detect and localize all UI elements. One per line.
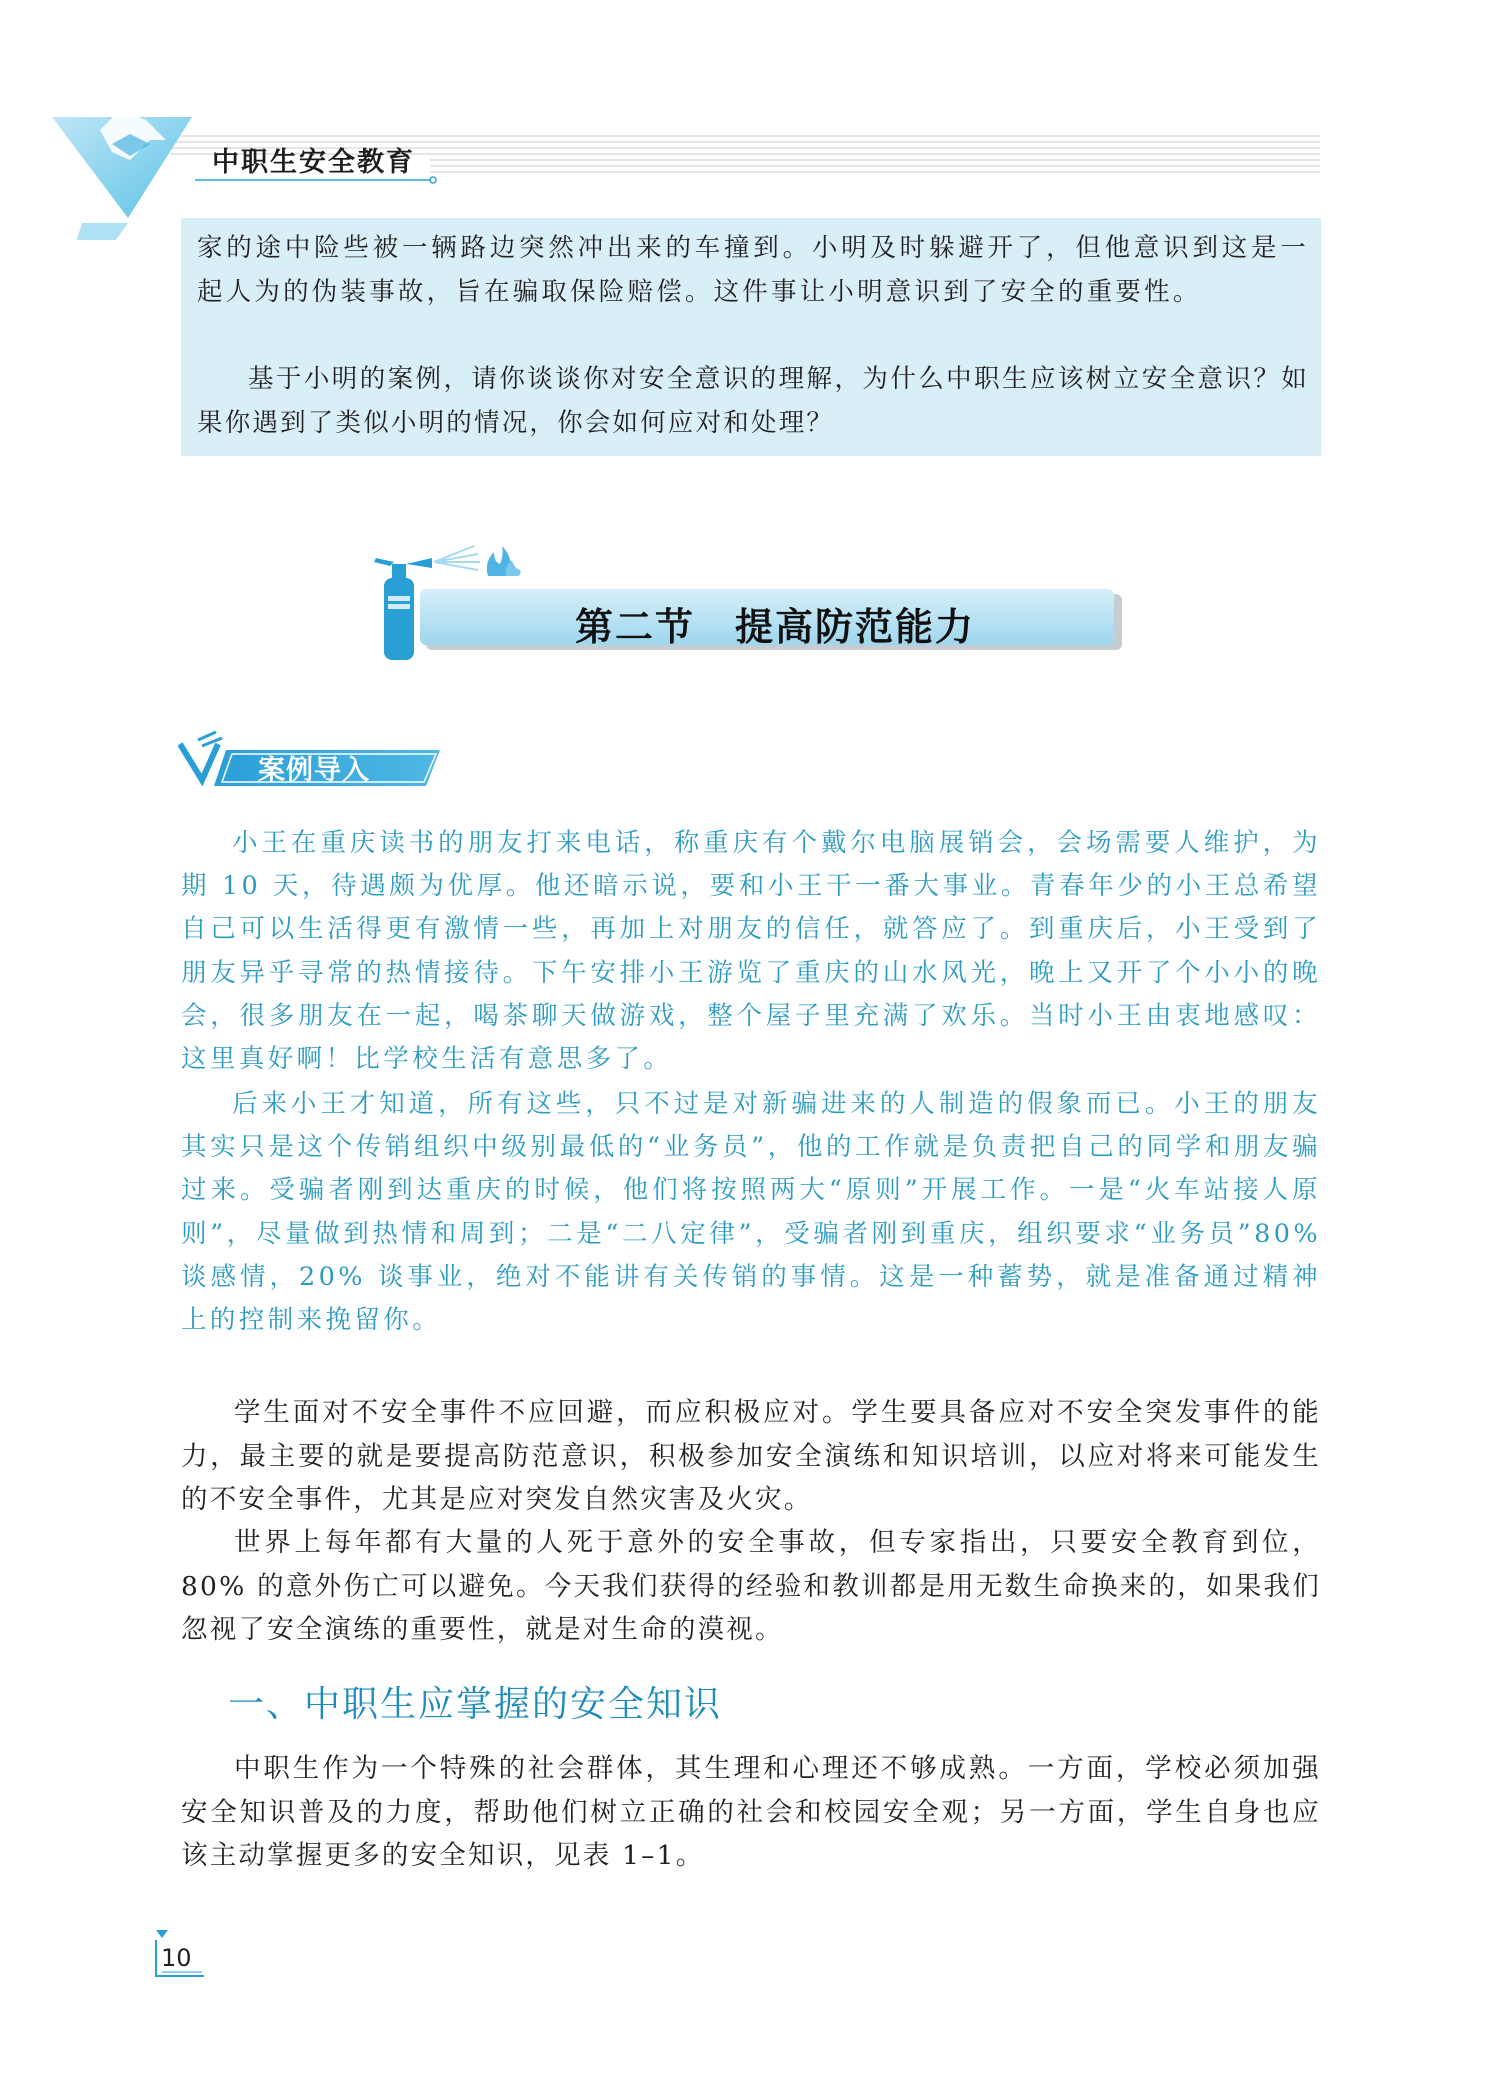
case-question-box: [181, 218, 1321, 456]
section-title: 第二节 提高防范能力: [574, 605, 975, 649]
case-box-paragraph: 家的途中险些被一辆路边突然冲出来的车撞到。小明及时躲避开了，但他意识到这是一起人为的伪装事故，旨在骗取保险赔偿。这件事让小明意识到了安全的重要性。: [197, 233, 1309, 307]
case-intro-label: 案例导入: [258, 755, 370, 786]
case-story-paragraph: 小王在重庆读书的朋友打来电话，称重庆有个戴尔电脑展销会，会场需要人维护，为期 10 天，待遇颇为优厚。他还暗示说，要和小王干一番大事业。青春年少的小王总希望自己可以生活得更有激情一些，再加上对朋友的信任，就答应了。到重庆后，小王受到了朋友异乎寻常的热情接待。下午安排小王游览了重庆的山水风光，晚上又开了个小小的晚会，很多朋友在一起，喝茶聊天做游戏，整个屋子里充满了欢乐。当时小王由衷地感叹：这里真好啊！比学校生活有意思多了。: [181, 828, 1321, 1075]
case-box-question: 基于小明的案例，请你谈谈你对安全意识的理解，为什么中职生应该树立安全意识？如果你遇到了类似小明的情况，你会如何应对和处理？: [197, 364, 1309, 438]
body-paragraph: 中职生作为一个特殊的社会群体，其生理和心理还不够成熟。一方面，学校必须加强安全知识普及的力度，帮助他们树立正确的社会和校园安全观；另一方面，学生自身也应该主动掌握更多的安全知识，见表 1–1。: [181, 1753, 1321, 1871]
case-story-paragraph: 后来小王才知道，所有这些，只不过是对新骗进来的人制造的假象而已。小王的朋友其实只是这个传销组织中级别最低的“业务员”，他的工作就是负责把自己的同学和朋友骗过来。受骗者刚到达重庆的时候，他们将按照两大“原则”开展工作。一是“火车站接人原则”，尽量做到热情和周到；二是“二八定律”，受骗者刚到重庆，组织要求“业务员”80% 谈感情，20% 谈事业，绝对不能讲有关传销的事情。这是一种蓄势，就是准备通过精神上的控制来挽留你。: [181, 1089, 1321, 1336]
flame-icon: [487, 546, 521, 576]
page-number: 10: [161, 1944, 192, 1972]
body-paragraph: 世界上每年都有大量的人死于意外的安全事故，但专家指出，只要安全教育到位，80% 的意外伤亡可以避免。今天我们获得的经验和教训都是用无数生命换来的，如果我们忽视了安全演练的重要性，就是对生命的漠视。: [181, 1527, 1321, 1645]
header-book-title: 中职生安全教育: [212, 147, 415, 178]
body-paragraph: 学生面对不安全事件不应回避，而应积极应对。学生要具备应对不安全突发事件的能力，最主要的就是要提高防范意识，积极参加安全演练和知识培训，以应对将来可能发生的不安全事件，尤其是应对突发自然灾害及火灾。: [181, 1397, 1321, 1515]
subsection-heading: 一、中职生应掌握的安全知识: [228, 1684, 723, 1725]
